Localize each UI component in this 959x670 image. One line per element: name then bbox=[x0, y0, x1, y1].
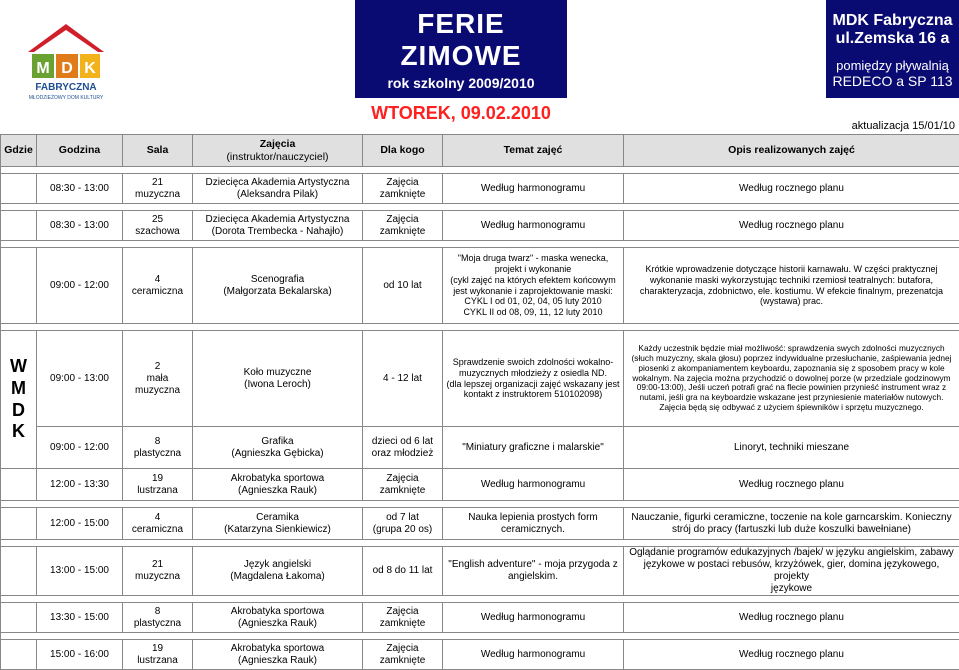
topic-cell: Nauka lepienia prostych form ceramicznych. bbox=[443, 508, 624, 540]
svg-text:D: D bbox=[61, 60, 73, 77]
room-cell: 25 szachowa bbox=[123, 211, 193, 241]
description-cell: Linoryt, techniki mieszane bbox=[624, 427, 959, 469]
venue-between: pomiędzy pływalnią bbox=[826, 58, 959, 73]
table-row bbox=[1, 211, 959, 241]
table-row bbox=[1, 331, 959, 427]
audience-cell: od 10 lat bbox=[363, 248, 443, 324]
audience-cell: Zajęcia zamknięte bbox=[363, 174, 443, 204]
col-gdzie: Gdzie bbox=[1, 135, 37, 167]
col-temat: Temat zajęć bbox=[443, 135, 624, 167]
activity-cell: Scenografia (Małgorzata Bekalarska) bbox=[193, 248, 363, 324]
table-row bbox=[1, 603, 959, 633]
room-cell: 4 ceramiczna bbox=[123, 248, 193, 324]
time-cell: 13:30 - 15:00 bbox=[37, 603, 123, 633]
venue-near: REDECO a SP 113 bbox=[826, 73, 959, 89]
activity-cell: Akrobatyka sportowa (Agnieszka Rauk) bbox=[193, 640, 363, 670]
description-cell: Według rocznego planu bbox=[624, 469, 959, 501]
topic-cell: Według harmonogramu bbox=[443, 469, 624, 501]
description-cell: Według rocznego planu bbox=[624, 640, 959, 670]
table-row bbox=[1, 508, 959, 540]
description-cell: Każdy uczestnik będzie miał możliwość: sprawdzenia swych zdolności muzycznych (słuch muzyczny, skala głosu) poprzez indywidualne przesłuchanie, zaśpiewania jednej piosenki z akompaniamentem keyboardu, zapoznania się z sposobem pracy w kole wokalnym. Na zajęcia można przychodzić o dowolnej porze (w przedziale godzinowym 09:00-13:00), Jeśli uczeń potrafi grać na flecie powinien przynieść instrument wraz z nutami, jeśli gra na keyboardzie wskazane jest przyniesienie materiałów nutowych. Zajęcia będą się odbywać z użyciem śpiewników i sprzętu muzycznego. bbox=[624, 331, 959, 427]
location-cell bbox=[1, 508, 37, 540]
room-cell: 19 lustrzana bbox=[123, 640, 193, 670]
col-godzina: Godzina bbox=[37, 135, 123, 167]
venue-address: ul.Zemska 16 a bbox=[826, 30, 959, 48]
time-cell: 09:00 - 12:00 bbox=[37, 248, 123, 324]
topic-cell: "Miniatury graficzne i malarskie" bbox=[443, 427, 624, 469]
audience-cell: Zajęcia zamknięte bbox=[363, 603, 443, 633]
description-cell: Według rocznego planu bbox=[624, 211, 959, 241]
topic-cell: Według harmonogramu bbox=[443, 603, 624, 633]
time-cell: 12:00 - 13:30 bbox=[37, 469, 123, 501]
activity-cell: Ceramika (Katarzyna Sienkiewicz) bbox=[193, 508, 363, 540]
room-cell: 4 ceramiczna bbox=[123, 508, 193, 540]
table-row bbox=[1, 427, 959, 469]
description-cell: Według rocznego planu bbox=[624, 174, 959, 204]
room-cell: 8 plastyczna bbox=[123, 427, 193, 469]
audience-cell: dzieci od 6 lat oraz młodzież bbox=[363, 427, 443, 469]
svg-text:K: K bbox=[84, 60, 96, 77]
table-row bbox=[1, 174, 959, 204]
update-date: aktualizacja 15/01/10 bbox=[852, 120, 955, 132]
description-cell: Krótkie wprowadzenie dotyczące historii karnawału. W części praktycznej wykonanie maski wykorzystując techniki rzemiosł teatralnych: butafora, charakteryzacja, zdobnictwo, ele. kostiumu. W efekcie finalnym, prezenatcja (wystawa) prac. bbox=[624, 248, 959, 324]
location-mdk: W M D K bbox=[1, 331, 37, 469]
activity-cell: Akrobatyka sportowa (Agnieszka Rauk) bbox=[193, 603, 363, 633]
description-cell: Nauczanie, figurki ceramiczne, toczenie na kole garncarskim. Konieczny strój do pracy (fartuszki lub duże koszulki bawełniane) bbox=[624, 508, 959, 540]
time-cell: 12:00 - 15:00 bbox=[37, 508, 123, 540]
svg-text:M: M bbox=[36, 60, 49, 77]
audience-cell: Zajęcia zamknięte bbox=[363, 469, 443, 501]
table-row bbox=[1, 469, 959, 501]
location-cell bbox=[1, 603, 37, 633]
time-cell: 08:30 - 13:00 bbox=[37, 174, 123, 204]
topic-cell: Według harmonogramu bbox=[443, 640, 624, 670]
title-banner bbox=[355, 0, 567, 98]
topic-cell: "Moja druga twarz" - maska wenecka, projekt i wykonanie (cykl zajęć na których efektem końcowym jest wykonanie i zaprojektowanie maski: CYKL I od 01, 02, 04, 05 luty 2010 CYKL II od 08, 09, 11, 12 luty 2010 bbox=[443, 248, 624, 324]
col-sala: Sala bbox=[123, 135, 193, 167]
location-cell bbox=[1, 174, 37, 204]
room-cell: 2 mała muzyczna bbox=[123, 331, 193, 427]
table-header-row bbox=[1, 135, 959, 167]
audience-cell: Zajęcia zamknięte bbox=[363, 211, 443, 241]
activity-cell: Dziecięca Akademia Artystyczna (Aleksandra Pilak) bbox=[193, 174, 363, 204]
table-row bbox=[1, 248, 959, 324]
time-cell: 09:00 - 13:00 bbox=[37, 331, 123, 427]
venue-banner bbox=[826, 0, 959, 98]
topic-cell: Sprawdzenie swoich zdolności wokalno- muzycznych młodzieży z osiedla ND. (dla lepszej organizacji zajęć wskazany jest kontakt z instruktorem 510102098) bbox=[443, 331, 624, 427]
activity-cell: Koło muzyczne (Iwona Leroch) bbox=[193, 331, 363, 427]
activity-cell: Grafika (Agnieszka Gębicka) bbox=[193, 427, 363, 469]
school-year: rok szkolny 2009/2010 bbox=[355, 75, 567, 91]
table-row bbox=[1, 547, 959, 596]
location-cell bbox=[1, 248, 37, 324]
location-cell bbox=[1, 547, 37, 596]
topic-cell: Według harmonogramu bbox=[443, 174, 624, 204]
room-cell: 21 muzyczna bbox=[123, 174, 193, 204]
audience-cell: Zajęcia zamknięte bbox=[363, 640, 443, 670]
room-cell: 21 muzyczna bbox=[123, 547, 193, 596]
activity-cell: Akrobatyka sportowa (Agnieszka Rauk) bbox=[193, 469, 363, 501]
venue-name: MDK Fabryczna bbox=[826, 12, 959, 30]
svg-text:FABRYCZNA: FABRYCZNA bbox=[35, 82, 96, 93]
col-zajecia-sub: (instruktor/nauczyciel) bbox=[196, 151, 359, 164]
time-cell: 15:00 - 16:00 bbox=[37, 640, 123, 670]
location-cell bbox=[1, 469, 37, 501]
time-cell: 13:00 - 15:00 bbox=[37, 547, 123, 596]
col-zajecia-label: Zajęcia bbox=[196, 138, 359, 151]
time-cell: 08:30 - 13:00 bbox=[37, 211, 123, 241]
audience-cell: od 8 do 11 lat bbox=[363, 547, 443, 596]
description-cell: Oglądanie programów edukazyjnych /bajek/ w języku angielskim, zabawy językowe w postaci rebusów, krzyżówek, gier, domina językowego, projekty językowe bbox=[624, 547, 959, 596]
time-cell: 09:00 - 12:00 bbox=[37, 427, 123, 469]
audience-cell: 4 - 12 lat bbox=[363, 331, 443, 427]
schedule-date: WTOREK, 09.02.2010 bbox=[355, 103, 567, 124]
schedule-table bbox=[0, 134, 959, 670]
room-cell: 19 lustrzana bbox=[123, 469, 193, 501]
activity-cell: Język angielski (Magdalena Łakoma) bbox=[193, 547, 363, 596]
room-cell: 8 plastyczna bbox=[123, 603, 193, 633]
activity-cell: Dziecięca Akademia Artystyczna (Dorota Trembecka - Nahajło) bbox=[193, 211, 363, 241]
audience-cell: od 7 lat (grupa 20 os) bbox=[363, 508, 443, 540]
page-header bbox=[0, 0, 959, 112]
col-zajecia bbox=[193, 135, 363, 167]
svg-text:MŁODZIEŻOWY DOM KULTURY: MŁODZIEŻOWY DOM KULTURY bbox=[29, 94, 104, 101]
description-cell: Według rocznego planu bbox=[624, 603, 959, 633]
location-cell bbox=[1, 211, 37, 241]
page-title: FERIE ZIMOWE bbox=[355, 8, 567, 72]
col-dla-kogo: Dla kogo bbox=[363, 135, 443, 167]
topic-cell: Według harmonogramu bbox=[443, 211, 624, 241]
topic-cell: "English adventure" - moja przygoda z angielskim. bbox=[443, 547, 624, 596]
mdk-fabryczna-logo bbox=[18, 18, 114, 102]
location-cell bbox=[1, 640, 37, 670]
col-opis: Opis realizowanych zajęć bbox=[624, 135, 959, 167]
table-row bbox=[1, 640, 959, 670]
